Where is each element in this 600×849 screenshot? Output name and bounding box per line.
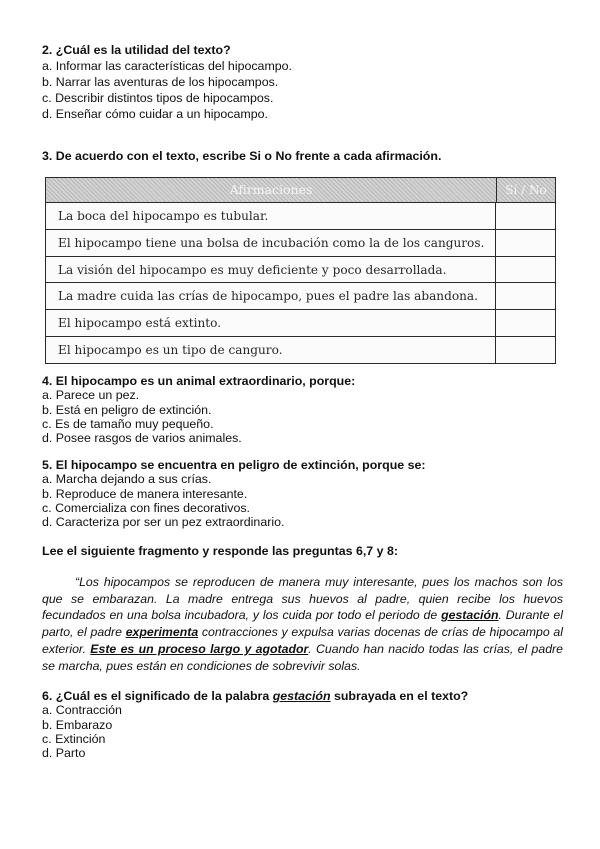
fragment-text-2: . Durante el parto, el padre	[42, 608, 563, 640]
question-5-option-a: a. Marcha dejando a sus crías.	[42, 472, 212, 487]
table-row	[46, 283, 555, 310]
statement-cell: El hipocampo está extinto.	[46, 310, 496, 336]
question-2-option-a: a. Informar las características del hipocampo.	[42, 59, 292, 73]
fragment-word-experimenta: experimenta	[125, 625, 199, 640]
question-2	[42, 42, 562, 122]
question-6-option-d: d. Parto	[42, 746, 86, 761]
question-6-title	[42, 689, 562, 703]
question-6	[42, 689, 562, 760]
answer-cell[interactable]	[496, 257, 555, 283]
question-5-option-d: d. Caracteriza por ser un pez extraordinario.	[42, 515, 285, 530]
table-row	[46, 203, 555, 230]
statement-cell: La visión del hipocampo es muy deficiente y poco desarrollada.	[46, 257, 496, 283]
header-statements: Afirmaciones	[46, 178, 497, 202]
statement-cell: El hipocampo es un tipo de canguro.	[46, 337, 496, 364]
statement-cell: La boca del hipocampo es tubular.	[46, 203, 496, 229]
statement-cell: La madre cuida las crías de hipocampo, pues el padre las abandona.	[46, 283, 496, 309]
text-fragment	[42, 574, 563, 674]
statements-table	[45, 177, 556, 364]
table-row	[46, 310, 555, 337]
question-2-option-d: d. Enseñar cómo cuidar a un hipocampo.	[42, 107, 268, 121]
table-row	[46, 230, 555, 257]
question-4-title: 4. El hipocampo es un animal extraordinario, porque:	[42, 374, 356, 388]
question-2-option-b: b. Narrar las aventuras de los hipocampos.	[42, 75, 279, 89]
answer-cell[interactable]	[496, 230, 555, 256]
reading-instruction: Lee el siguiente fragmento y responde las preguntas 6,7 y 8:	[42, 544, 398, 558]
fragment-word-gestacion: gestación	[441, 608, 499, 623]
question-6-option-b: b. Embarazo	[42, 717, 113, 732]
header-answer: Sí / No	[505, 183, 547, 197]
question-4-option-a: a. Parece un pez.	[42, 388, 140, 403]
table-row	[46, 337, 555, 364]
question-3	[42, 148, 562, 164]
question-5-title: 5. El hipocampo se encuentra en peligro de extinción, porque se:	[42, 458, 426, 472]
question-2-title: 2. ¿Cuál es la utilidad del texto?	[42, 43, 231, 57]
question-5	[42, 458, 562, 529]
answer-cell[interactable]	[496, 203, 555, 229]
question-6-title-pre: 6. ¿Cuál es el significado de la palabra	[42, 689, 273, 703]
fragment-text-1: “Los hipocampos se reproducen de manera muy interesante, pues los machos son los que se embarazan. La madre entrega sus huevos al padre, quien recibe los huevos fecundados en una bolsa incubadora, y los cuida por todo el periodo de	[42, 575, 563, 623]
question-6-option-a: a. Contracción	[42, 703, 122, 718]
question-4-option-c: c. Es de tamaño muy pequeño.	[42, 416, 214, 431]
question-6-title-post: subrayada en el texto?	[330, 689, 469, 703]
question-5-option-b: b. Reproduce de manera interesante.	[42, 486, 248, 501]
question-6-title-word: gestación	[272, 689, 331, 703]
question-6-option-c: c. Extinción	[42, 731, 106, 746]
question-3-title: 3. De acuerdo con el texto, escribe Si o No frente a cada afirmación.	[42, 149, 442, 163]
question-2-option-c: c. Describir distintos tipos de hipocampos.	[42, 91, 274, 105]
question-4-option-b: b. Está en peligro de extinción.	[42, 402, 212, 417]
answer-cell[interactable]	[496, 337, 555, 364]
fragment-phrase-proceso: Este es un proceso largo y agotador	[90, 641, 309, 656]
question-4-option-d: d. Posee rasgos de varios animales.	[42, 431, 242, 446]
fragment-text-3: contracciones y expulsa varias docenas de crías de hipocampo al exterior.	[42, 625, 564, 656]
answer-cell[interactable]	[496, 310, 555, 336]
question-5-option-c: c. Comercializa con fines decorativos.	[42, 500, 250, 515]
answer-cell[interactable]	[496, 283, 555, 309]
question-4	[42, 374, 562, 445]
table-row	[46, 257, 555, 284]
statements-table-header	[46, 178, 555, 203]
fragment-text-4: . Cuando han nacido todas las crías, el padre se marcha, pues están en condiciones de sobrevivir solas.	[42, 641, 563, 673]
statement-cell: El hipocampo tiene una bolsa de incubación como la de los canguros.	[46, 230, 496, 256]
